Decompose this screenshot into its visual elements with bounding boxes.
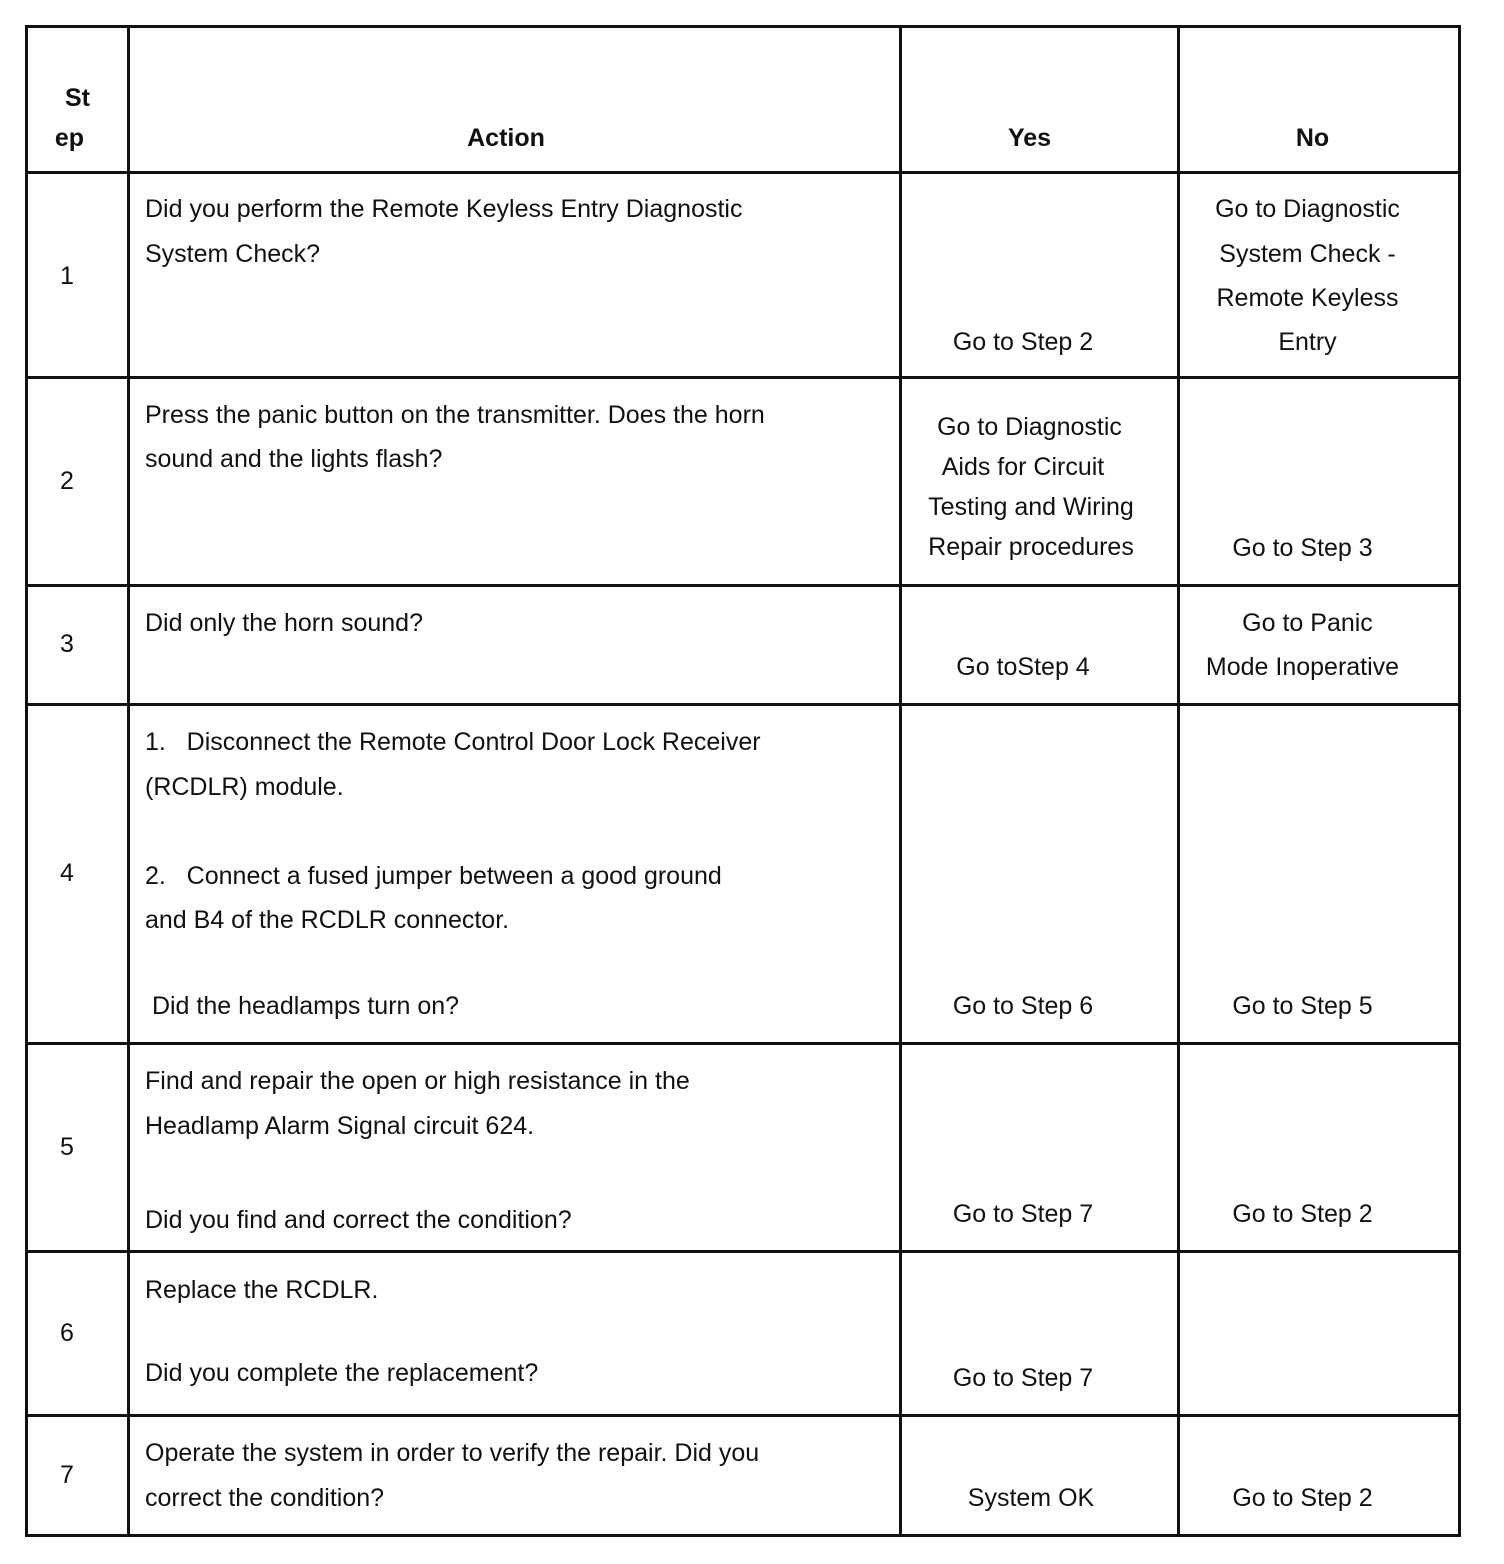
column-divider <box>899 25 902 1537</box>
yes-outcome: Go to Step 7 <box>952 1364 1094 1392</box>
row-divider <box>25 1250 1461 1253</box>
step-number: 1 <box>60 262 74 290</box>
action-text: sound and the lights flash? <box>145 445 443 473</box>
yes-outcome: Go to Step 7 <box>952 1200 1094 1228</box>
step-number: 5 <box>60 1133 74 1161</box>
header-yes: Yes <box>1007 124 1052 152</box>
action-text: 1. Disconnect the Remote Control Door Lock Receiver <box>145 728 761 756</box>
table-border-bottom <box>25 1534 1461 1537</box>
header-no: No <box>1295 124 1330 152</box>
column-divider <box>127 25 130 1537</box>
header-step-line1: St <box>65 84 90 112</box>
step-number: 7 <box>60 1461 74 1489</box>
table-border-left <box>25 25 28 1537</box>
row-divider <box>25 703 1461 706</box>
action-text: System Check? <box>145 240 321 268</box>
no-outcome: System Check - <box>1219 240 1396 268</box>
table-border-right <box>1458 25 1461 1537</box>
no-outcome: Go to Step 2 <box>1232 1484 1373 1512</box>
no-outcome: Remote Keyless <box>1216 284 1399 312</box>
step-number: 2 <box>60 467 74 495</box>
action-text: Headlamp Alarm Signal circuit 624. <box>145 1112 535 1140</box>
yes-outcome: Aids for Circuit <box>941 453 1105 481</box>
action-text: Did you perform the Remote Keyless Entry Diagnostic <box>145 195 743 223</box>
action-text: Find and repair the open or high resistance in the <box>145 1067 690 1095</box>
row-divider <box>25 376 1461 379</box>
row-divider <box>25 1042 1461 1045</box>
action-text: Did you find and correct the condition? <box>145 1206 572 1234</box>
yes-outcome: System OK <box>967 1484 1095 1512</box>
yes-outcome: Testing and Wiring <box>928 493 1134 521</box>
header-action: Action <box>467 124 545 152</box>
action-text: 2. Connect a fused jumper between a good ground <box>145 862 722 890</box>
step-number: 6 <box>60 1319 74 1347</box>
no-outcome: Mode Inoperative <box>1205 653 1400 681</box>
no-outcome: Go to Step 5 <box>1232 992 1373 1020</box>
row-divider <box>25 584 1461 587</box>
action-text: Operate the system in order to verify the repair. Did you <box>145 1439 760 1467</box>
action-text: Press the panic button on the transmitter. Does the horn <box>145 401 765 429</box>
action-text: Did only the horn sound? <box>145 609 423 637</box>
yes-outcome: Go toStep 4 <box>956 653 1090 681</box>
table-border-top <box>25 25 1461 28</box>
no-outcome: Go to Step 3 <box>1232 534 1373 562</box>
action-text: Replace the RCDLR. <box>145 1276 379 1304</box>
row-divider <box>25 1414 1461 1417</box>
yes-outcome: Repair procedures <box>928 533 1134 561</box>
step-number: 3 <box>60 630 74 658</box>
row-divider <box>25 171 1461 174</box>
no-outcome: Entry <box>1278 328 1337 356</box>
yes-outcome: Go to Step 2 <box>952 328 1094 356</box>
action-text: Did you complete the replacement? <box>145 1359 539 1387</box>
action-text: correct the condition? <box>145 1484 385 1512</box>
action-text: Did the headlamps turn on? <box>145 992 460 1020</box>
yes-outcome: Go to Step 6 <box>952 992 1094 1020</box>
no-outcome: Go to Step 2 <box>1232 1200 1373 1228</box>
action-text: and B4 of the RCDLR connector. <box>145 906 510 934</box>
no-outcome: Go to Diagnostic <box>1215 195 1400 223</box>
action-text: (RCDLR) module. <box>145 773 344 801</box>
yes-outcome: Go to Diagnostic <box>937 413 1122 441</box>
no-outcome: Go to Panic <box>1242 609 1373 637</box>
header-step-line2: ep <box>54 124 85 152</box>
step-number: 4 <box>60 859 74 887</box>
